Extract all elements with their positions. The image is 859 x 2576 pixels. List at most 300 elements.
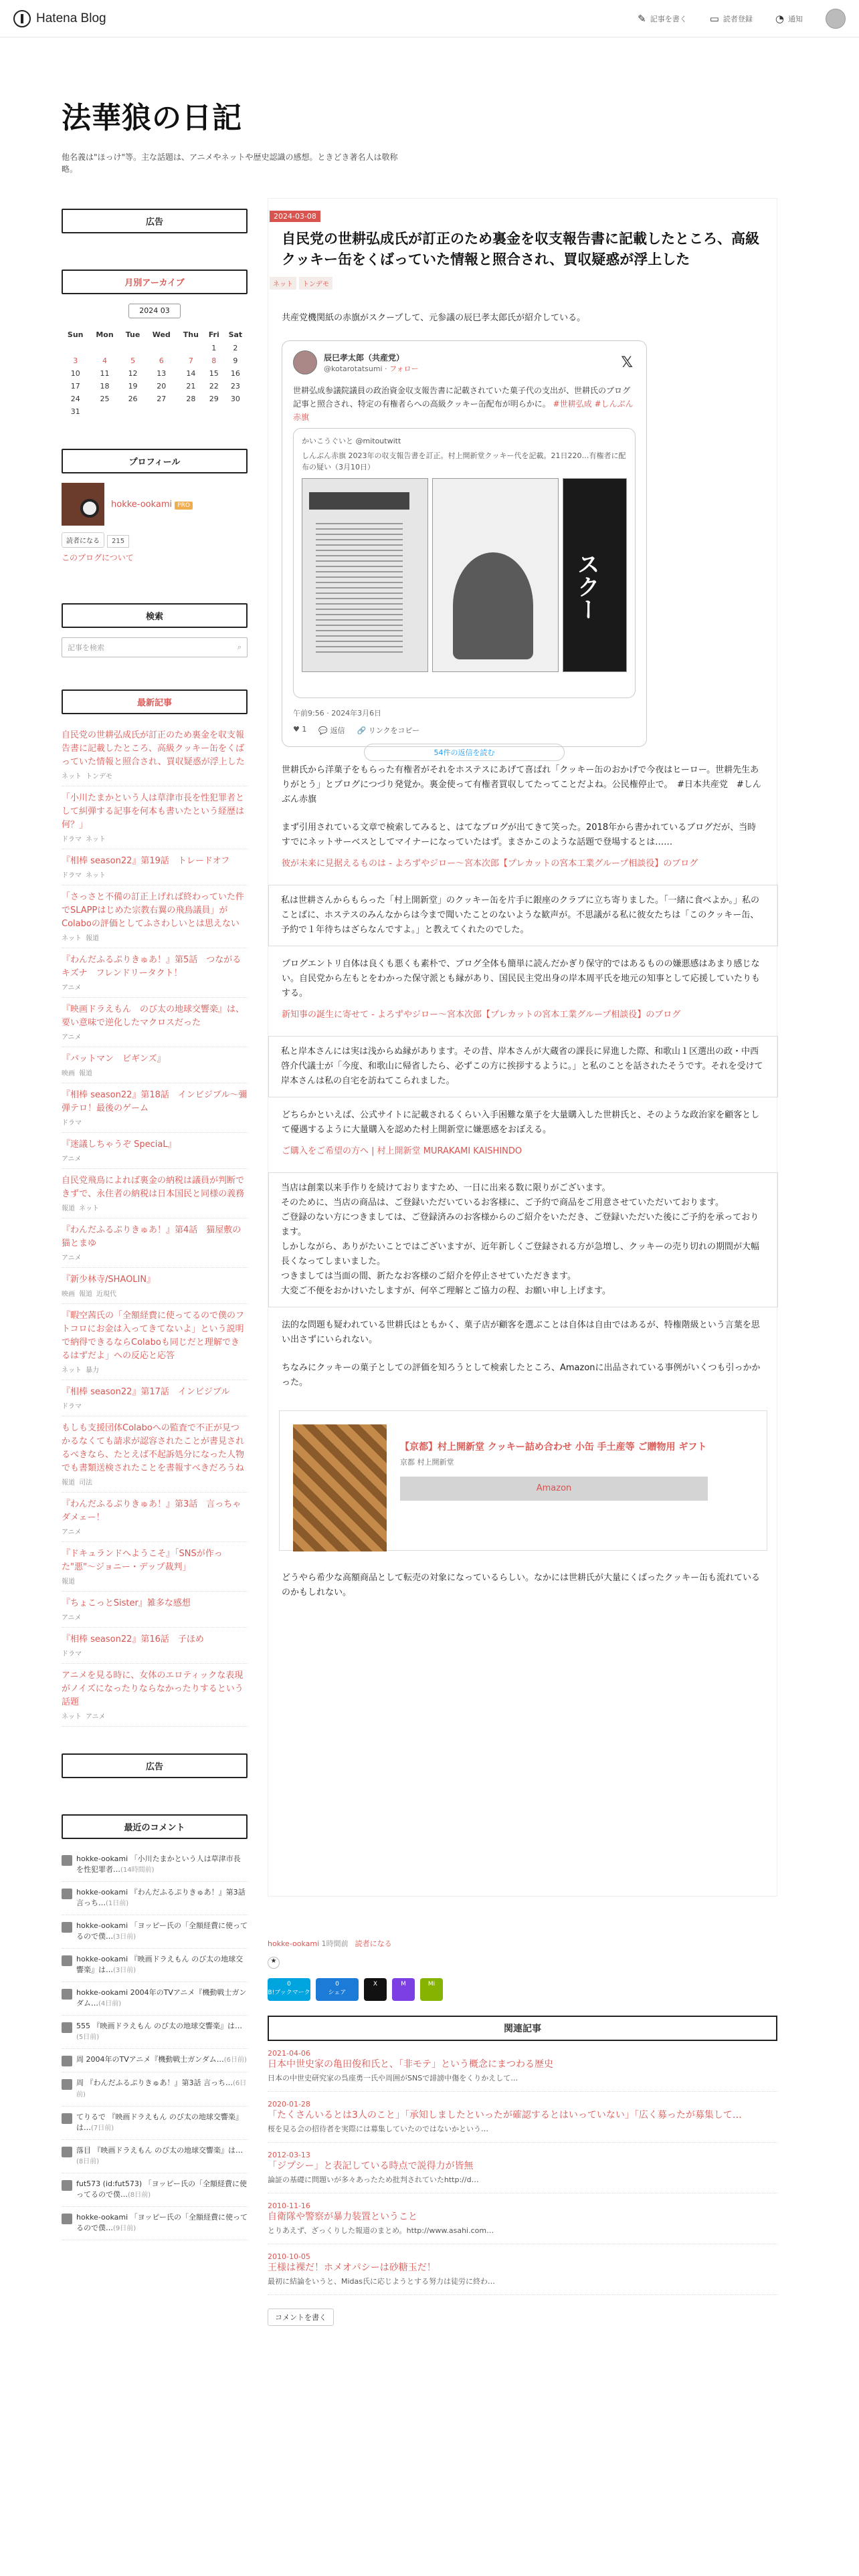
related-title[interactable]: 「たくさんいるとは3人のこと」「承知しましたといったが確認するとはいっていない」「広く募ったが募集して… <box>268 2110 742 2121</box>
product-image[interactable] <box>293 1424 387 1551</box>
related-date: 2012-03-13 <box>268 2151 310 2159</box>
comment-link[interactable]: 2004年のTVアニメ『機動戦士ガンダム… <box>86 2055 224 2064</box>
recent-item <box>62 1664 248 1727</box>
recent-item-link[interactable]: 「小川たまかという人は草津市長を性犯罪者として糾弾する記事を何本も書いたという経歴は何？」 <box>62 793 245 830</box>
profile-image[interactable] <box>62 483 104 526</box>
commenter-avatar <box>62 1922 72 1933</box>
share-button[interactable] <box>268 1978 310 2001</box>
quote-user: かいこうぐいと @mitoutwitt <box>302 437 401 445</box>
related-title[interactable]: 王様は裸だ！ホメオパシーは砂糖玉だ！ <box>268 2262 436 2273</box>
calendar-weekday: Sun <box>67 330 84 339</box>
sidebar <box>62 209 248 2240</box>
related-item[interactable] <box>268 2143 777 2193</box>
recent-item-link[interactable]: 『わんだふるぷりきゅあ！』第3話 言っちゃダメェー！ <box>62 1499 242 1523</box>
recent-item-category[interactable]: ドラマ <box>62 872 82 879</box>
article-tags <box>268 277 777 304</box>
related-excerpt: とりあえず、ざっくりした報道のまとめ。http://www.asahi.com… <box>268 2226 494 2235</box>
comment-time: (8日前) <box>128 2191 151 2199</box>
hatena-mark-icon <box>13 10 31 27</box>
recent-item-link[interactable]: 『ちょこっとSister』雑多な感想 <box>62 1598 191 1608</box>
tweet-hashtag[interactable]: #しんぶん赤旗 <box>293 399 634 422</box>
nav-label: 通知 <box>788 14 803 23</box>
calendar-day[interactable]: 3 <box>73 356 78 365</box>
share-label: X <box>373 1981 378 1988</box>
recent-item-category[interactable]: 報道 <box>62 1578 75 1586</box>
comment-item <box>62 2173 248 2207</box>
share-sub: シェア <box>328 1990 347 1996</box>
comment-link[interactable]: 『わんだふるぷりきゅあ！』第3話 言っち… <box>76 1888 246 1907</box>
recent-item-category[interactable]: 映画 <box>62 1291 75 1298</box>
comment-time: (9日前) <box>113 2225 136 2232</box>
related-excerpt: 日本の中世史研究家の呉座勇一氏や周囲がSNSで誹謗中傷をくりかえして… <box>268 2074 518 2082</box>
commenter-avatar <box>62 1889 72 1899</box>
commenter-name[interactable]: hokke-ookami <box>76 1921 128 1930</box>
comment-time: (5日前) <box>76 2034 100 2041</box>
related-title[interactable]: 日本中世史家の亀田俊和氏と、「非モテ」という概念にまつわる歴史 <box>268 2059 553 2070</box>
search-heading: 検索 <box>62 603 248 628</box>
comment-item <box>62 2107 248 2140</box>
comment-link[interactable]: 2004年のTVアニメ『機動戦士ガンダム… <box>76 1988 247 2008</box>
recent-item-category[interactable]: アニメ <box>62 984 82 992</box>
reply-button[interactable]: 💬 返信 <box>318 726 345 735</box>
comment-item <box>62 1882 248 1915</box>
recent-item <box>62 724 248 786</box>
recent-item-link[interactable]: 『わんだふるぷりきゅあ！』第4話 猫屋敷の猫とまゆ <box>62 1225 242 1249</box>
calendar-weekday: Wed <box>152 330 171 339</box>
paragraph: どちらかといえば、公式サイトに記載されるくらい入手困難な菓子を大量購入した世耕氏と、そのような政治家を顧客として優遇するように大量購入を認めた村上開新堂に嫌悪感をおぼえる。 <box>282 1110 760 1135</box>
calendar-day: 27 <box>157 395 167 403</box>
x-icon[interactable]: 𝕏 <box>621 354 633 371</box>
calendar-day: 11 <box>100 369 110 378</box>
recent-item <box>62 1380 248 1416</box>
tweet-note: 世耕氏から洋菓子をもらった有権者がそれをホステスにあげて喜ばれ「クッキー缶のおかげで今夜はヒーロー。世耕先生ありがとう」とブログにつづり発覚か。裏金使って有権者買収してたってことだよね。公民権停止で。 #日本共産党 #しんぶん赤旗 <box>282 765 761 804</box>
calendar-day: 23 <box>230 382 240 391</box>
recent-item-category[interactable]: ドラマ <box>62 836 82 843</box>
recent-item-category[interactable]: ネット <box>86 836 106 843</box>
share-sub: B!ブックマーク <box>268 1990 310 1996</box>
calendar-day <box>223 405 248 418</box>
calendar-day: 26 <box>128 395 138 403</box>
recent-item-category[interactable]: 近現代 <box>96 1291 116 1298</box>
calendar-day: 24 <box>70 395 80 403</box>
related-excerpt: 桜を見る会の招待者を実際には募集していたのではないかという… <box>268 2125 488 2133</box>
blog-header <box>62 94 463 175</box>
recent-item-category[interactable]: アニメ <box>62 1529 82 1536</box>
calendar-day: 30 <box>230 395 240 403</box>
recent-item-category[interactable]: トンデモ <box>86 773 112 780</box>
top-nav <box>638 9 846 29</box>
commenter-avatar <box>62 2113 72 2124</box>
recent-item-category[interactable]: ネット <box>86 872 106 879</box>
blockquote: 私は世耕さんからもらった「村上開新堂」のクッキー缶を片手に銀座のクラブに立ち寄りました。「一緒に食べよか。」私のことばに、ホステスのみんなからは今まで聞いたことのないような歓声が。不思議がる私に彼女たちは「このクッキー缶、予約で１年待ちはざらなんですよ。」と教えてくれたのでした。 <box>268 885 778 946</box>
product-seller: 京都 村上開新堂 <box>400 1458 454 1467</box>
user-avatar[interactable] <box>826 9 846 29</box>
comment-time: (3日前) <box>113 1967 136 1974</box>
like-button[interactable]: ♥ 1 <box>293 725 307 734</box>
share-button[interactable] <box>364 1978 387 2001</box>
calendar-day: 29 <box>209 395 219 403</box>
brand-name: Hatena Blog <box>36 11 106 25</box>
amazon-card[interactable] <box>279 1410 767 1551</box>
search-placeholder: 記事を検索 <box>68 643 104 652</box>
recent-item <box>62 1047 248 1083</box>
recent-item <box>62 786 248 849</box>
recent-item <box>62 1218 248 1268</box>
recent-item-link[interactable]: 『暇空茜氏の「全額経費に使ってるので僕のフトコロにお金は入ってきてないよ」という説明で納得できるならColaboも同じだと理解できるはずだよ」への反応と応答 <box>62 1311 245 1361</box>
product-title[interactable]: 【京都】村上開新堂 クッキー詰め合わせ 小缶 手土産等 ご贈物用 ギフト <box>400 1442 707 1453</box>
share-label: 0 <box>287 1981 291 1988</box>
recent-item <box>62 1133 248 1169</box>
reader-button[interactable] <box>710 13 753 25</box>
nav-label: 記事を書く <box>650 14 687 23</box>
share-label: 0 <box>335 1981 339 1988</box>
calendar-day[interactable]: 5 <box>130 356 136 365</box>
newspaper-image <box>302 478 627 672</box>
related-title[interactable]: 自衛隊や警察が暴力装置ということ <box>268 2212 417 2222</box>
comment-link[interactable]: 「ヨッピー氏の「全額経費に使ってるので僕… <box>76 2213 248 2232</box>
tweet-name[interactable]: 辰巳孝太郎（共産党） <box>324 352 405 362</box>
pencil-icon: ✎ <box>638 12 646 25</box>
calendar-day: 12 <box>128 369 138 378</box>
commenter-name[interactable]: hokke-ookami <box>76 1988 128 1997</box>
recent-item-link[interactable]: 『ドキュランドへようこそ』「SNSが作った"悪"〜ジョニー・デップ裁判」 <box>62 1549 223 1572</box>
archive-month-select[interactable]: 2024 03 <box>128 304 181 318</box>
commenter-avatar <box>62 2147 72 2157</box>
notification-button[interactable] <box>775 13 803 25</box>
calendar-weekday: Sat <box>228 330 243 339</box>
recent-item-category[interactable]: 司法 <box>79 1479 92 1487</box>
share-button[interactable] <box>392 1978 415 2001</box>
paragraph: 法的な問題も疑われている世耕氏はともかく、菓子店が顧客を選ぶことは自体は自由ではあるが、特権階級という言葉を思い出さずにいられない。 <box>282 1320 760 1345</box>
search-input[interactable] <box>62 637 248 657</box>
comment-item <box>62 1848 248 1882</box>
recent-heading: 最新記事 <box>62 689 248 714</box>
subscribe-button[interactable]: 読者になる <box>62 532 104 548</box>
blog-link[interactable]: 彼が未来に見据えるものは - よろずやジロー〜宮本次郎【プレカットの宮本工業グループ相談役】のブログ <box>282 859 698 869</box>
calendar-day[interactable]: 7 <box>188 356 193 365</box>
related-heading: 関連記事 <box>268 2016 777 2041</box>
related-item[interactable] <box>268 2041 777 2092</box>
calendar-day: 2 <box>233 344 238 352</box>
recent-item-category[interactable]: アニメ <box>62 1614 82 1622</box>
related-excerpt: 論証の基礎に問題いが多々あったため批判されていたhttp://d… <box>268 2175 479 2184</box>
calendar-day: 16 <box>230 369 240 378</box>
calendar-day <box>205 405 223 418</box>
calendar-day: 19 <box>128 382 138 391</box>
recent-item-category[interactable]: 報道 <box>62 1205 75 1212</box>
calendar-day: 13 <box>157 369 167 378</box>
related-list <box>268 2041 777 2295</box>
share-buttons <box>268 1978 777 2001</box>
commenter-name[interactable]: hokke-ookami <box>76 1888 128 1897</box>
reply-label: 返信 <box>330 726 345 735</box>
calendar-weekday: Tue <box>125 330 140 339</box>
calendar-day: 31 <box>70 407 80 416</box>
comment-item <box>62 2072 248 2107</box>
commenter-name[interactable]: 555 <box>76 2022 90 2030</box>
hatena-logo[interactable] <box>13 10 106 27</box>
embedded-tweet[interactable]: 辰巳孝太郎（共産党） @kotarotatsumi · フォロー 𝕏 世耕弘成参議院議員の政治資金収支報告書に記載されていた菓子代の支出が、世耕氏のブログ記事と照合され、特定の有権者らへの高級クッキー缶配布が明らかに。 #世耕弘成 #しんぶん赤旗 かいこうぐいと @mitoutwitt しんぶん赤旗 2023年の収支報告書を訂正。村上開新堂クッキー代を記載。21日220…有権者に配布の疑い（3月10日） スクー 午前9:56 · 2024年3月6日 ♥ 1 💬 返信 🔗 リンクをコピー 54件の返信を読む <box>282 340 647 747</box>
paragraph: ちなみにクッキーの菓子としての評価を知ろうとして検索したところ、Amazonに出品されている事例がいくつも引っかかった。 <box>282 1363 761 1388</box>
tweet-text: 世耕弘成参議院議員の政治資金収支報告書に記載されていた菓子代の支出が、世耕氏のブログ記事と照合され、特定の有権者らへの高級クッキー缶配布が明らかに。 <box>293 386 631 409</box>
article-footer <box>268 1919 777 2326</box>
tweet-follow[interactable]: フォロー <box>389 364 419 373</box>
footer-time[interactable]: 1時間前 <box>321 1939 349 1948</box>
tweet-handle[interactable]: @kotarotatsumi <box>324 364 383 373</box>
comment-item <box>62 2049 248 2072</box>
calendar-weekday: Fri <box>208 330 219 339</box>
recent-item <box>62 1169 248 1218</box>
calendar-day <box>62 342 89 354</box>
calendar-day: 21 <box>186 382 196 391</box>
recent-item-category[interactable]: 報道 <box>62 1479 75 1487</box>
calendar-day[interactable]: 6 <box>159 356 164 365</box>
copy-link-label: リンクをコピー <box>368 726 420 735</box>
comment-time: (8日前) <box>76 2158 100 2165</box>
recent-item-category[interactable]: 暴力 <box>86 1367 99 1374</box>
recent-item-category[interactable]: ネット <box>62 773 82 780</box>
tweet-hashtag[interactable]: #世耕弘成 <box>553 399 592 409</box>
tag[interactable]: ネット <box>270 277 296 290</box>
comment-list <box>62 1848 248 2240</box>
profile-name[interactable]: hokke-ookami <box>111 499 173 510</box>
recent-item-category[interactable]: ドラマ <box>62 1650 82 1658</box>
commenter-name[interactable]: fut573 (id:fut573) <box>76 2179 142 2188</box>
related-date: 2010-11-16 <box>268 2202 310 2210</box>
comment-item <box>62 2140 248 2173</box>
recent-item-category[interactable]: ドラマ <box>62 1403 82 1410</box>
comment-time: (7日前) <box>91 2125 114 2132</box>
nav-label: 読者登録 <box>723 14 753 23</box>
calendar-day[interactable]: 8 <box>211 356 217 365</box>
commenter-avatar <box>62 2079 72 2090</box>
related-date: 2020-01-28 <box>268 2100 310 2109</box>
comment-link[interactable]: 「ヨッピー氏の「全額経費に使ってるので僕… <box>76 1921 248 1941</box>
recent-item <box>62 1592 248 1628</box>
comment-link[interactable]: 「小川たまかという人は草津市長を性犯罪者… <box>76 1854 241 1874</box>
related-item[interactable] <box>268 2092 777 2143</box>
comment-link[interactable]: 『映画ドラえもん のび太の地球交響楽』は… <box>76 2113 243 2132</box>
recent-item-link[interactable]: 『迷議しちゃうぞ SpeciaL』 <box>62 1140 177 1150</box>
comment-item <box>62 1949 248 1982</box>
recent-item-category[interactable]: 報道 <box>79 1070 92 1077</box>
calendar-day: 25 <box>100 395 110 403</box>
pro-badge: PRO <box>175 502 193 510</box>
comment-link[interactable]: 「ヨッピー氏の「全額経費に使ってるので僕… <box>76 2179 247 2199</box>
commenter-name[interactable]: hokke-ookami <box>76 1854 128 1863</box>
search-icon[interactable]: ⌕ <box>237 643 242 651</box>
comment-time: (14時間前) <box>120 1866 155 1874</box>
star-icon[interactable]: ★ <box>268 1957 280 1969</box>
commenter-avatar <box>62 1955 72 1966</box>
recent-item-category[interactable]: アニメ <box>62 1255 82 1262</box>
reader-count[interactable]: 215 <box>107 535 129 548</box>
comment-link[interactable]: 『映画ドラえもん のび太の地球交響楽』は… <box>92 2022 242 2030</box>
recent-item <box>62 1416 248 1493</box>
top-bar <box>0 0 859 37</box>
commenter-name[interactable]: hokke-ookami <box>76 1955 128 1963</box>
recent-item <box>62 1493 248 1542</box>
calendar-day <box>89 405 120 418</box>
amazon-button[interactable]: Amazon <box>400 1477 708 1501</box>
related-title[interactable]: 「ジプシー」と表記している時点で説得力が皆無 <box>268 2161 474 2171</box>
comment-item <box>62 2207 248 2240</box>
recent-item-category[interactable]: アニメ <box>62 1034 82 1041</box>
profile-heading: プロフィール <box>62 449 248 473</box>
write-article-button[interactable] <box>638 13 687 25</box>
calendar-day: 20 <box>157 382 167 391</box>
article-title[interactable]: 自民党の世耕弘成氏が訂正のため裏金を収支報告書に記載したところ、高級クッキー缶をくばっていた情報と照合され、買収疑惑が浮上した <box>282 231 759 267</box>
recent-item <box>62 998 248 1047</box>
share-label: Mi <box>427 1981 436 1988</box>
read-replies-button[interactable]: 54件の返信を読む <box>364 744 565 761</box>
recent-item-link[interactable]: 『映画ドラえもん のび太の地球交響楽』は、要い意味で逆化したマクロスだった <box>62 1004 245 1028</box>
tweet-avatar[interactable] <box>293 350 317 374</box>
related-excerpt: 最初に結論をいうと、Midas氏に応じようとする努力は徒労に終わ… <box>268 2277 495 2286</box>
recent-item <box>62 1542 248 1592</box>
tweet-time[interactable]: 午前9:56 · 2024年3月6日 <box>293 709 382 718</box>
share-button[interactable] <box>420 1978 443 2001</box>
calendar-weekday: Mon <box>96 330 114 339</box>
recent-item-category[interactable]: アニメ <box>86 1713 106 1721</box>
recent-item-link[interactable]: 「さっさと不備の訂正上げれば終わっていた件でSLAPPはじめた宗教右翼の飛鳥議員」がColaboの評価としてふさわしいとは思えない <box>62 892 244 929</box>
calendar-day <box>146 405 178 418</box>
recent-item-link[interactable]: アニメを見る時に、女体のエロティックな表現がノイズになったりならなかったりするという話題 <box>62 1671 244 1707</box>
comment-link[interactable]: 『わんだふるぷりきゅあ！』第3話 言っち… <box>86 2078 233 2087</box>
commenter-name[interactable]: 落目 <box>76 2146 91 2155</box>
comment-item <box>62 1915 248 1949</box>
share-label: M <box>401 1981 406 1988</box>
calendar-day: 9 <box>233 356 238 365</box>
recent-item-link[interactable]: 『わんだふるぷりきゅあ！』第5話 つながるキズナ フレンドリータクト！ <box>62 955 242 978</box>
shop-link[interactable]: ご購入をご希望の方へ | 村上開新堂 MURAKAMI KAISHINDO <box>282 1146 522 1156</box>
recent-item <box>62 948 248 998</box>
recent-item-link[interactable]: 『相棒 season22』第19話 トレードオフ <box>62 856 230 866</box>
recent-item-category[interactable]: ドラマ <box>62 1119 82 1127</box>
recent-item-link[interactable]: 『バットマン ビギンズ』 <box>62 1054 166 1064</box>
recent-item-link[interactable]: 『相棒 season22』第18話 インビジブル〜彌弾テロ！最後のゲーム <box>62 1090 248 1113</box>
recent-item-category[interactable]: 報道 <box>86 935 99 942</box>
article-date[interactable]: 2024-03-08 <box>270 211 320 222</box>
recent-item-link[interactable]: 自民党飛鳥によれば裏金の納税は議員が判断できずで、永住者の納税は日本国民と同様の義務 <box>62 1176 245 1199</box>
recent-item-category[interactable]: ネット <box>62 1713 82 1721</box>
recent-item-link[interactable]: 『相棒 season22』第17話 インビジブル <box>62 1387 230 1397</box>
quoted-tweet[interactable] <box>293 428 636 698</box>
comment-link[interactable]: 『映画ドラえもん のび太の地球交響楽』は… <box>76 1955 244 1974</box>
calendar-day: 10 <box>70 369 80 378</box>
commenter-name[interactable]: hokke-ookami <box>76 2213 128 2222</box>
recent-item <box>62 849 248 885</box>
recent-item-category[interactable]: ネット <box>62 1367 82 1374</box>
recent-item-link[interactable]: もしも支援団体Colaboへの監査で不正が見つかるなくても請求が認容されたことが書見されるべきなら、たとえば不起訴処分になった人物でも書類送検されたことを書報すべきだろうね <box>62 1423 245 1473</box>
calendar-weekday: Thu <box>183 330 199 339</box>
about-link[interactable]: このブログについて <box>62 553 134 562</box>
comment-item <box>62 1982 248 2016</box>
footer-reader[interactable]: 読者になる <box>355 1939 392 1948</box>
like-count: 1 <box>302 725 307 734</box>
calendar-day: 18 <box>100 382 110 391</box>
related-date: 2021-04-06 <box>268 2049 310 2058</box>
calendar-day: 22 <box>209 382 219 391</box>
blog-title[interactable]: 法華狼の日記 <box>62 101 242 135</box>
quote-text: 2023年の収支報告書を訂正。村上開新堂クッキー代を記載。21日220…有権者に配布の疑い（3月10日） <box>302 451 626 471</box>
comments-heading: 最近のコメント <box>62 1814 248 1839</box>
recent-item-category[interactable]: ネット <box>79 1205 99 1212</box>
calendar-day <box>177 405 205 418</box>
recent-item <box>62 1083 248 1133</box>
recent-item <box>62 1628 248 1664</box>
article <box>268 198 777 1897</box>
write-comment-button[interactable]: コメントを書く <box>268 2309 334 2326</box>
calendar-day: 14 <box>186 369 196 378</box>
blog-link[interactable]: 新知事の誕生に寄せて - よろずやジロー〜宮本次郎【プレカットの宮本工業グループ相談役】のブログ <box>282 1010 681 1020</box>
commenter-avatar <box>62 2022 72 2033</box>
calendar-day[interactable]: 4 <box>102 356 108 365</box>
recent-item <box>62 1304 248 1380</box>
paragraph: まず引用されている文章で検索してみると、はてなブログが出てきて笑った。2018年から書かれているブログだが、当時すでにネットサーベスとしてマイナーになっていたはず。まさかこのような話題で登場するとは…… <box>282 823 757 847</box>
profile <box>62 483 248 526</box>
recent-item-category[interactable]: 映画 <box>62 1070 75 1077</box>
commenter-avatar <box>62 2056 72 2066</box>
commenter-avatar <box>62 2180 72 2191</box>
article-intro: 共産党機関紙の赤旗がスクープして、元参議の辰巳孝太郎氏が紹介している。 <box>282 313 586 323</box>
recent-item-link[interactable]: 『相棒 season22』第16話 子ほめ <box>62 1634 204 1644</box>
commenter-name[interactable]: てりるで <box>76 2113 106 2121</box>
bell-icon: ◔ <box>775 12 784 25</box>
recent-item-category[interactable]: アニメ <box>62 1156 82 1163</box>
recent-item-category[interactable]: ネット <box>62 935 82 942</box>
comment-time: (6日前) <box>223 2056 247 2064</box>
share-button[interactable] <box>316 1978 359 2001</box>
calendar-day <box>146 342 178 354</box>
commenter-avatar <box>62 2214 72 2224</box>
ad-heading-2: 広告 <box>62 1753 248 1778</box>
recent-list <box>62 724 248 1727</box>
commenter-avatar <box>62 1989 72 2000</box>
blockquote: 私と岸本さんには実は浅からぬ縁があります。その昔、岸本さんが大蔵省の課長に昇進した際、和歌山１区選出の政・中西啓介代議士が「今度、和歌山に帰省したら、必ずこの方に挨拶するように。」と私のことを話されたそうです。それを受けて岸本さんは私の自宅を訪ねてこられました。 <box>268 1036 778 1097</box>
recent-item <box>62 885 248 948</box>
archive-heading: 月別アーカイブ <box>62 270 248 294</box>
related-item[interactable] <box>268 2193 777 2244</box>
tag[interactable]: トンデモ <box>299 277 332 290</box>
calendar-day <box>177 342 205 354</box>
comment-time: (4日前) <box>98 2000 122 2008</box>
calendar-day <box>120 405 146 418</box>
comment-link[interactable]: 『映画ドラえもん のび太の地球交響楽』は… <box>93 2146 243 2155</box>
comment-time: (3日前) <box>113 1933 136 1941</box>
calendar-day: 15 <box>209 369 219 378</box>
calendar-day: 1 <box>211 344 217 352</box>
calendar-day: 17 <box>70 382 80 391</box>
quote-head: しんぶん赤旗 <box>302 451 346 460</box>
footer-author[interactable]: hokke-ookami <box>268 1939 320 1948</box>
recent-item-link[interactable]: 自民党の世耕弘成氏が訂正のため裏金を収支報告書に記載したところ、高級クッキー缶をくばっていた情報と照合され、買収疑惑が浮上した <box>62 730 245 767</box>
reader-icon: ▭ <box>709 12 719 25</box>
recent-item-link[interactable]: 『新少林寺/SHAOLIN』 <box>62 1275 156 1285</box>
commenter-avatar <box>62 1855 72 1866</box>
recent-item-category[interactable]: 報道 <box>79 1291 92 1298</box>
commenter-name[interactable]: 周 <box>76 2055 84 2064</box>
paragraph: どうやら希少な高額商品として転売の対象になっているらしい。なかには世耕氏が大量にくばったクッキー缶も流れているのかもしれない。 <box>282 1573 761 1598</box>
comment-item <box>62 2016 248 2049</box>
blockquote: 当店は創業以来手作りを続けておりますため、一日に出来る数に限りがございます。 そのために、当店の商品は、ご登録いただいているお客様に、ご予約で商品をご用意させていただいております。 ご登録のない方につきましては、ご登録済みのお客様からのご紹介をいただき、ご登録いただいた後にご予約を承っております。 しかしながら、ありがたいことではございますが、近年新しくご登録される方が急増し、クッキーの売り切れの期間が大幅長くなってしまいました。 つきましては当面の間、新たなお客様のご紹介を停止させていただきます。 大変ご不便をおかけいたしますが、何卒ご理解とご協力の程、お願い申し上げます。 <box>268 1172 778 1307</box>
commenter-name[interactable]: 周 <box>76 2078 84 2087</box>
blog-description: 他名義は"ほっけ"等。主な話題は、アニメやネットや歴史認識の感想。ときどき著名人は敬称略。 <box>62 152 398 174</box>
related-date: 2010-10-05 <box>268 2252 310 2261</box>
related-item[interactable] <box>268 2244 777 2295</box>
copy-link-button[interactable]: 🔗 リンクをコピー <box>357 726 420 735</box>
paragraph: プログエントリ自体は良くも悪くも素朴で、ブログ全体も簡単に読んだかぎり保守的ではあるものの嫌悪感はあまり感じない。自民党から左もとをわかった保守派とも縁があり、国民民主党出身の岸本周平氏を地元の知事として応援していたりもする。 <box>282 959 761 998</box>
